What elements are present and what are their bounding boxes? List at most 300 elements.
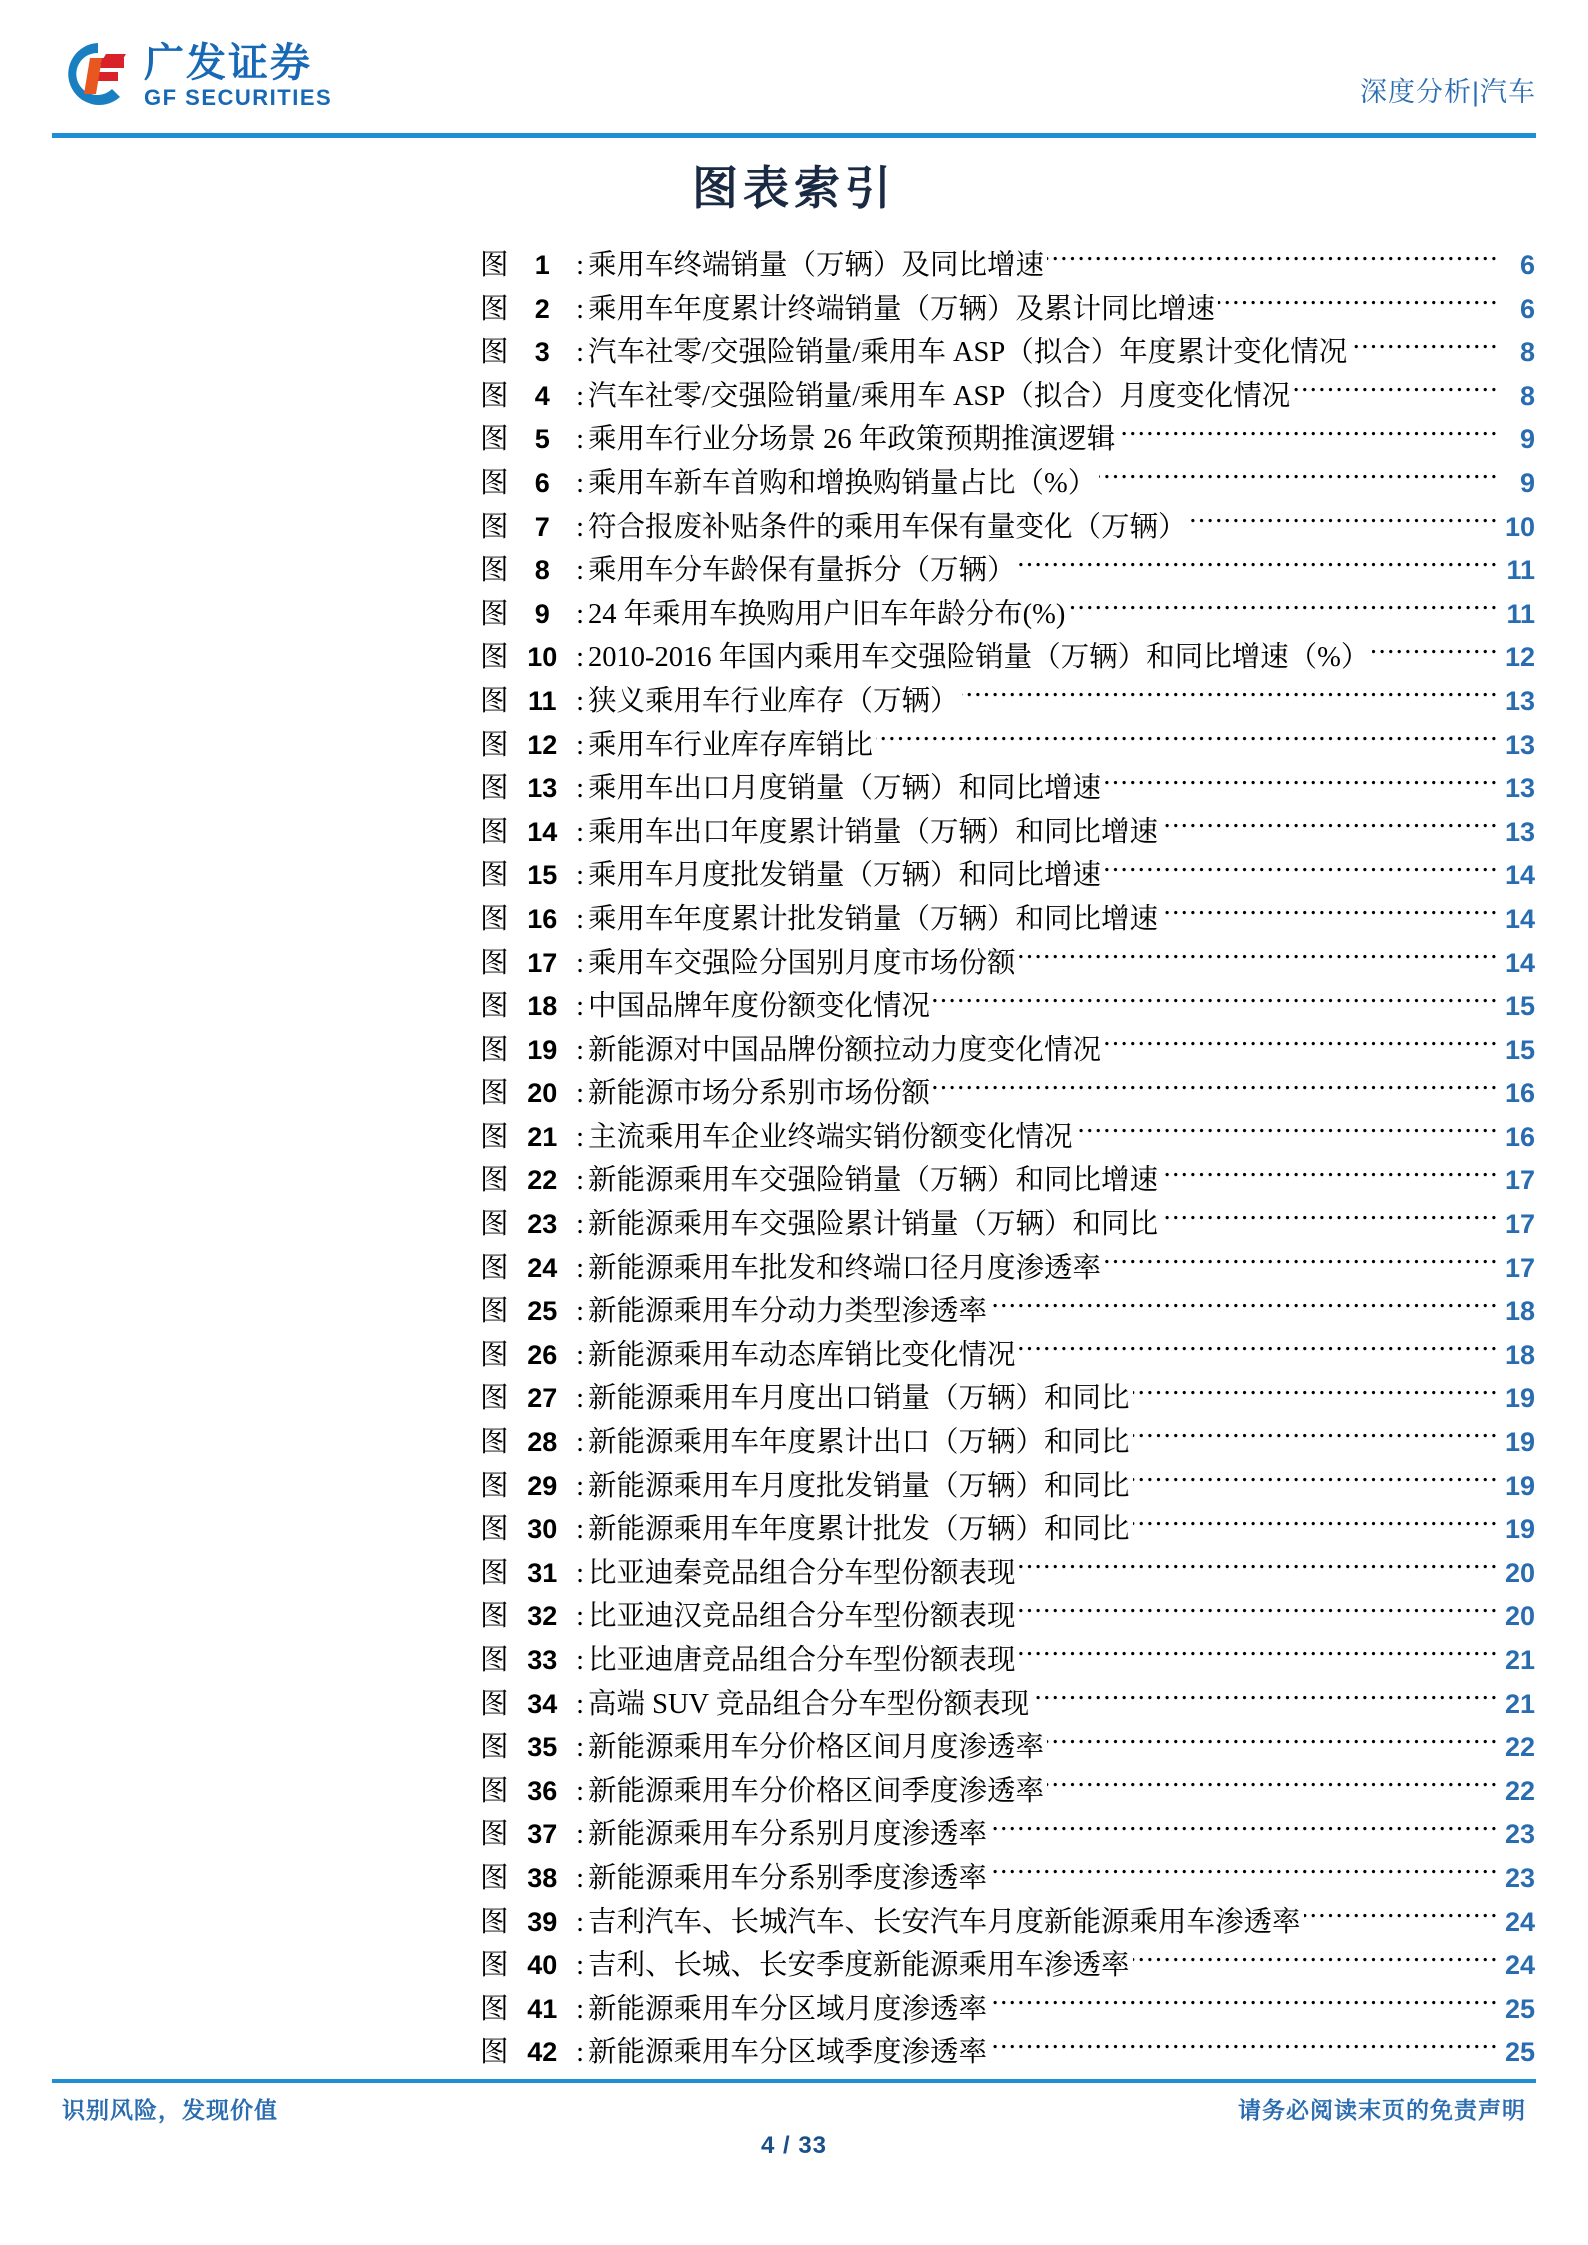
toc-entry-figure-label xyxy=(480,1159,584,1203)
toc-entry[interactable] xyxy=(480,1465,1535,1509)
toc-figure-word: 图 xyxy=(480,1732,509,1764)
toc-entry-figure-label xyxy=(480,549,584,593)
toc-dot-leader xyxy=(1161,1205,1499,1234)
toc-dot-leader xyxy=(990,1858,1499,1887)
toc-entry-figure-label xyxy=(480,1029,584,1073)
toc-figure-colon: : xyxy=(576,1339,584,1371)
toc-entry-page-number[interactable]: 14 xyxy=(1504,860,1535,891)
toc-figure-word: 图 xyxy=(480,1950,509,1982)
toc-entry-title: 乘用车出口月度销量（万辆）和同比增速 xyxy=(588,773,1102,805)
toc-entry-figure-label xyxy=(480,1944,584,1988)
toc-entry-title: 新能源市场分系别市场份额 xyxy=(588,1078,931,1110)
toc-entry[interactable] xyxy=(480,1290,1535,1334)
toc-figure-colon: : xyxy=(576,1557,584,1589)
toc-figure-word: 图 xyxy=(480,1601,509,1633)
toc-dot-leader xyxy=(1019,1335,1499,1364)
toc-entry-page-number[interactable]: 9 xyxy=(1519,424,1535,455)
toc-entry[interactable] xyxy=(480,549,1535,593)
toc-entry-page-number[interactable]: 17 xyxy=(1504,1209,1535,1240)
toc-dot-leader xyxy=(1293,376,1499,405)
toc-figure-word: 图 xyxy=(480,250,509,281)
toc-figure-number: 11 xyxy=(528,685,557,716)
toc-figure-colon: : xyxy=(576,424,584,456)
toc-dot-leader xyxy=(1047,1728,1499,1757)
toc-figure-word: 图 xyxy=(480,1252,509,1284)
toc-entry[interactable] xyxy=(480,288,1535,332)
toc-dot-leader xyxy=(1104,1030,1499,1059)
toc-figure-number: 33 xyxy=(527,1645,558,1675)
header-divider xyxy=(52,133,1536,138)
toc-entry-figure-label xyxy=(480,462,584,506)
toc-figure-word: 图 xyxy=(480,1209,509,1241)
toc-entry-page-number[interactable]: 19 xyxy=(1504,1514,1535,1545)
toc-figure-colon: : xyxy=(576,1252,584,1284)
toc-dot-leader xyxy=(990,1292,1499,1321)
toc-entry-title: 乘用车行业分场景 26 年政策预期推演逻辑 xyxy=(588,424,1116,456)
toc-entry-title: 中国品牌年度份额变化情况 xyxy=(588,991,931,1023)
toc-entry-figure-label xyxy=(480,1377,584,1421)
footer-divider xyxy=(52,2079,1536,2083)
toc-figure-number: 41 xyxy=(527,1993,558,2024)
toc-entry-page-number[interactable]: 20 xyxy=(1504,1557,1535,1588)
toc-entry-page-number[interactable]: 22 xyxy=(1504,1775,1535,1806)
toc-entry-page-number[interactable]: 18 xyxy=(1504,1339,1535,1370)
toc-entry-page-number[interactable]: 25 xyxy=(1504,1993,1535,2024)
toc-entry[interactable] xyxy=(480,811,1535,855)
toc-entry-figure-label xyxy=(480,942,584,986)
toc-entry-page-number[interactable]: 24 xyxy=(1504,1950,1535,1981)
toc-figure-colon: : xyxy=(576,337,584,369)
toc-entry-figure-label xyxy=(480,1726,584,1770)
toc-figure-word: 图 xyxy=(480,1427,509,1459)
toc-figure-number: 37 xyxy=(527,1819,558,1850)
toc-entry-page-number[interactable]: 25 xyxy=(1504,2037,1535,2068)
toc-dot-leader xyxy=(1104,769,1499,798)
toc-figure-number: 24 xyxy=(527,1252,558,1283)
toc-figure-word: 图 xyxy=(480,729,509,761)
toc-dot-leader xyxy=(1218,289,1499,318)
toc-entry-figure-label xyxy=(480,2031,584,2075)
toc-entry-title: 比亚迪汉竞品组合分车型份额表现 xyxy=(588,1601,1016,1633)
toc-entry-title: 汽车社零/交强险销量/乘用车 ASP（拟合）年度累计变化情况 xyxy=(588,337,1348,369)
toc-entry-figure-label xyxy=(480,1290,584,1334)
toc-figure-number: 28 xyxy=(527,1427,558,1458)
toc-entry-title: 乘用车年度累计批发销量（万辆）和同比增速 xyxy=(588,903,1159,935)
toc-figure-colon: : xyxy=(576,1732,584,1764)
toc-figure-word: 图 xyxy=(480,1121,509,1153)
toc-entry-figure-label xyxy=(480,898,584,942)
toc-entry-figure-label xyxy=(480,1595,584,1639)
toc-entry-page-number[interactable]: 10 xyxy=(1504,511,1535,542)
toc-entry[interactable] xyxy=(480,636,1535,680)
toc-entry-title: 新能源乘用车分价格区间月度渗透率 xyxy=(588,1732,1045,1764)
toc-figure-colon: : xyxy=(576,1470,584,1502)
toc-figure-word: 图 xyxy=(480,424,509,456)
toc-entry-page-number[interactable]: 14 xyxy=(1504,947,1535,978)
toc-entry-figure-label xyxy=(480,1552,584,1596)
toc-entry-title: 乘用车分车龄保有量拆分（万辆） xyxy=(588,555,1016,587)
toc-dot-leader xyxy=(1068,594,1499,623)
figure-index-list xyxy=(480,244,1535,2075)
toc-entry-title: 新能源乘用车分价格区间季度渗透率 xyxy=(588,1775,1045,1807)
toc-dot-leader xyxy=(1133,1510,1499,1539)
toc-entry-figure-label xyxy=(480,985,584,1029)
toc-entry-title: 主流乘用车企业终端实销份额变化情况 xyxy=(588,1121,1073,1153)
toc-figure-word: 图 xyxy=(480,1514,509,1546)
footer-slogan: 识别风险，发现价值 xyxy=(62,2097,278,2123)
toc-figure-colon: : xyxy=(576,293,584,325)
toc-entry-title: 比亚迪秦竞品组合分车型份额表现 xyxy=(588,1557,1016,1589)
toc-entry-figure-label xyxy=(480,418,584,462)
toc-entry[interactable] xyxy=(480,854,1535,898)
toc-entry-page-number[interactable]: 13 xyxy=(1504,773,1535,804)
toc-figure-colon: : xyxy=(576,380,584,412)
toc-entry[interactable] xyxy=(480,680,1535,724)
toc-entry-figure-label xyxy=(480,1639,584,1683)
brand-name-en: GF SECURITIES xyxy=(144,85,333,110)
toc-entry-title: 新能源乘用车月度出口销量（万辆）和同比 xyxy=(588,1383,1130,1415)
toc-entry-page-number[interactable]: 15 xyxy=(1504,991,1535,1022)
toc-entry-figure-label xyxy=(480,636,584,680)
toc-dot-leader xyxy=(1118,420,1499,449)
toc-figure-colon: : xyxy=(576,1165,584,1197)
toc-figure-word: 图 xyxy=(480,467,509,499)
toc-dot-leader xyxy=(990,2033,1499,2062)
toc-entry-page-number[interactable]: 24 xyxy=(1504,1906,1535,1937)
toc-entry[interactable] xyxy=(480,1944,1535,1988)
toc-entry-title: 新能源乘用车动态库销比变化情况 xyxy=(588,1339,1016,1371)
toc-entry-page-number[interactable]: 20 xyxy=(1504,1601,1535,1632)
toc-dot-leader xyxy=(1099,463,1499,492)
toc-figure-number: 17 xyxy=(527,947,558,978)
toc-dot-leader xyxy=(1190,507,1499,536)
toc-dot-leader xyxy=(1047,246,1499,275)
toc-entry-figure-label xyxy=(480,1465,584,1509)
toc-entry-figure-label xyxy=(480,506,584,550)
toc-figure-number: 3 xyxy=(534,337,550,368)
toc-figure-number: 32 xyxy=(527,1601,558,1632)
toc-figure-word: 图 xyxy=(480,1775,509,1807)
toc-entry[interactable] xyxy=(480,462,1535,506)
toc-entry-title: 狭义乘用车行业库存（万辆） xyxy=(588,685,959,717)
toc-figure-colon: : xyxy=(576,1514,584,1546)
toc-entry-page-number[interactable]: 17 xyxy=(1504,1252,1535,1283)
toc-entry[interactable] xyxy=(480,1508,1535,1552)
toc-figure-number: 20 xyxy=(527,1078,558,1109)
toc-entry-page-number[interactable]: 6 xyxy=(1519,293,1535,324)
toc-entry[interactable] xyxy=(480,1377,1535,1421)
toc-figure-word: 图 xyxy=(480,1383,509,1415)
toc-entry-figure-label xyxy=(480,1072,584,1116)
toc-entry-page-number[interactable]: 11 xyxy=(1506,598,1535,629)
toc-figure-colon: : xyxy=(576,1775,584,1807)
toc-entry[interactable] xyxy=(480,1770,1535,1814)
toc-figure-colon: : xyxy=(576,598,584,630)
toc-entry-title: 新能源乘用车分动力类型渗透率 xyxy=(588,1296,988,1328)
toc-entry-title: 新能源乘用车分系别季度渗透率 xyxy=(588,1862,988,1894)
toc-figure-colon: : xyxy=(576,947,584,979)
toc-entry[interactable] xyxy=(480,1116,1535,1160)
toc-figure-number: 25 xyxy=(527,1296,558,1327)
toc-dot-leader xyxy=(1350,333,1499,362)
toc-entry-page-number[interactable]: 18 xyxy=(1504,1296,1535,1327)
toc-figure-colon: : xyxy=(576,685,584,717)
toc-entry[interactable] xyxy=(480,1072,1535,1116)
toc-entry-page-number[interactable]: 19 xyxy=(1504,1427,1535,1458)
toc-entry[interactable] xyxy=(480,331,1535,375)
toc-dot-leader xyxy=(1372,638,1499,667)
toc-entry-title: 乘用车月度批发销量（万辆）和同比增速 xyxy=(588,860,1102,892)
toc-figure-word: 图 xyxy=(480,1645,509,1676)
toc-entry-page-number[interactable]: 6 xyxy=(1519,250,1535,280)
toc-dot-leader xyxy=(933,1074,1499,1103)
toc-figure-number: 1 xyxy=(534,250,550,280)
toc-entry-page-number[interactable]: 16 xyxy=(1504,1078,1535,1109)
toc-entry[interactable] xyxy=(480,506,1535,550)
toc-entry-page-number[interactable]: 19 xyxy=(1504,1470,1535,1501)
toc-figure-number: 29 xyxy=(527,1470,558,1501)
toc-entry-page-number[interactable]: 21 xyxy=(1504,1688,1535,1719)
toc-figure-number: 39 xyxy=(527,1906,558,1937)
toc-entry-title: 乘用车交强险分国别月度市场份额 xyxy=(588,947,1016,979)
toc-figure-word: 图 xyxy=(480,1993,509,2025)
toc-dot-leader xyxy=(1304,1902,1499,1931)
toc-figure-colon: : xyxy=(576,773,584,805)
toc-entry[interactable] xyxy=(480,418,1535,462)
toc-figure-colon: : xyxy=(576,1296,584,1328)
toc-figure-word: 图 xyxy=(480,598,509,630)
toc-figure-colon: : xyxy=(576,250,584,281)
toc-entry-page-number[interactable]: 13 xyxy=(1504,816,1535,847)
toc-entry-page-number[interactable]: 23 xyxy=(1504,1862,1535,1893)
toc-figure-number: 31 xyxy=(527,1557,558,1588)
toc-entry[interactable] xyxy=(480,375,1535,419)
toc-entry-page-number[interactable]: 16 xyxy=(1504,1121,1535,1152)
toc-entry-title: 24 年乘用车换购用户旧车年龄分布(%) xyxy=(588,598,1066,630)
gf-circle-logo-icon xyxy=(62,38,134,110)
toc-figure-colon: : xyxy=(576,1906,584,1938)
toc-figure-word: 图 xyxy=(480,380,509,412)
toc-entry-title: 新能源乘用车年度累计出口（万辆）和同比 xyxy=(588,1427,1130,1459)
toc-entry-figure-label xyxy=(480,1334,584,1378)
toc-figure-word: 图 xyxy=(480,991,509,1023)
toc-figure-number: 4 xyxy=(534,380,550,411)
toc-entry[interactable] xyxy=(480,942,1535,986)
toc-entry[interactable] xyxy=(480,1683,1535,1727)
toc-entry[interactable] xyxy=(480,724,1535,768)
page-header xyxy=(62,28,1536,118)
toc-figure-number: 7 xyxy=(534,511,550,542)
toc-entry-title: 乘用车行业库存库销比 xyxy=(588,729,874,761)
toc-entry[interactable] xyxy=(480,767,1535,811)
toc-figure-word: 图 xyxy=(480,773,509,805)
toc-entry-page-number[interactable]: 15 xyxy=(1504,1034,1535,1065)
toc-entry[interactable] xyxy=(480,593,1535,637)
toc-entry-page-number[interactable]: 19 xyxy=(1504,1383,1535,1414)
toc-figure-word: 图 xyxy=(480,1034,509,1066)
toc-entry-page-number[interactable]: 8 xyxy=(1519,337,1535,368)
page-number: 4 / 33 xyxy=(760,2132,828,2159)
toc-entry-figure-label xyxy=(480,288,584,332)
toc-entry[interactable] xyxy=(480,1029,1535,1073)
toc-figure-colon: : xyxy=(576,1383,584,1415)
toc-figure-colon: : xyxy=(576,1862,584,1894)
toc-figure-number: 9 xyxy=(534,598,550,629)
toc-figure-number: 6 xyxy=(534,467,550,498)
toc-figure-colon: : xyxy=(576,729,584,761)
page-title: 图表索引 xyxy=(692,163,896,214)
toc-figure-colon: : xyxy=(576,1078,584,1110)
toc-entry[interactable] xyxy=(480,1421,1535,1465)
toc-figure-colon: : xyxy=(576,555,584,587)
toc-entry[interactable] xyxy=(480,1639,1535,1683)
toc-figure-colon: : xyxy=(576,2037,584,2069)
toc-entry[interactable] xyxy=(480,1159,1535,1203)
toc-entry-title: 新能源乘用车交强险销量（万辆）和同比增速 xyxy=(588,1165,1159,1197)
toc-dot-leader xyxy=(1161,812,1499,841)
toc-figure-word: 图 xyxy=(480,1470,509,1502)
toc-entry[interactable] xyxy=(480,1595,1535,1639)
toc-entry-title: 吉利、长城、长安季度新能源乘用车渗透率 xyxy=(588,1950,1130,1982)
toc-entry-title: 新能源乘用车月度批发销量（万辆）和同比 xyxy=(588,1470,1130,1502)
toc-entry-page-number[interactable]: 8 xyxy=(1519,380,1535,411)
toc-entry-figure-label xyxy=(480,244,584,288)
toc-entry-figure-label xyxy=(480,854,584,898)
toc-figure-word: 图 xyxy=(480,2037,509,2069)
toc-entry-page-number[interactable]: 17 xyxy=(1504,1165,1535,1196)
toc-entry-title: 乘用车出口年度累计销量（万辆）和同比增速 xyxy=(588,816,1159,848)
toc-dot-leader xyxy=(1133,1423,1499,1452)
toc-entry-page-number[interactable]: 22 xyxy=(1504,1732,1535,1763)
toc-figure-word: 图 xyxy=(480,1906,509,1938)
toc-figure-colon: : xyxy=(576,1034,584,1066)
toc-entry-figure-label xyxy=(480,767,584,811)
toc-entry-title: 汽车社零/交强险销量/乘用车 ASP（拟合）月度变化情况 xyxy=(588,380,1291,412)
toc-entry-page-number[interactable]: 14 xyxy=(1504,903,1535,934)
toc-entry-title: 乘用车终端销量（万辆）及同比增速 xyxy=(588,250,1045,281)
toc-entry-figure-label xyxy=(480,1116,584,1160)
toc-figure-number: 21 xyxy=(527,1121,558,1152)
toc-entry-figure-label xyxy=(480,1857,584,1901)
toc-figure-number: 18 xyxy=(527,991,558,1022)
toc-dot-leader xyxy=(1019,1553,1499,1582)
toc-dot-leader xyxy=(1161,899,1499,928)
toc-entry[interactable] xyxy=(480,1726,1535,1770)
toc-dot-leader xyxy=(990,1815,1499,1844)
toc-figure-word: 图 xyxy=(480,293,509,325)
toc-entry[interactable] xyxy=(480,1857,1535,1901)
toc-entry[interactable] xyxy=(480,2031,1535,2075)
toc-entry-title: 吉利汽车、长城汽车、长安汽车月度新能源乘用车渗透率 xyxy=(588,1906,1301,1938)
toc-entry[interactable] xyxy=(480,1813,1535,1857)
toc-entry-figure-label xyxy=(480,811,584,855)
toc-entry-page-number[interactable]: 12 xyxy=(1504,642,1535,673)
toc-entry[interactable] xyxy=(480,1203,1535,1247)
toc-figure-number: 19 xyxy=(527,1034,558,1065)
toc-figure-colon: : xyxy=(576,1601,584,1633)
toc-entry-title: 新能源乘用车分系别月度渗透率 xyxy=(588,1819,988,1851)
toc-figure-number: 35 xyxy=(527,1732,558,1763)
toc-dot-leader xyxy=(1104,1248,1499,1277)
header-category-label: 深度分析|汽车 xyxy=(1359,77,1536,107)
toc-figure-number: 5 xyxy=(534,424,550,455)
toc-figure-word: 图 xyxy=(480,860,509,892)
toc-entry[interactable] xyxy=(480,898,1535,942)
toc-entry-figure-label xyxy=(480,1683,584,1727)
toc-figure-word: 图 xyxy=(480,511,509,543)
toc-entry-figure-label xyxy=(480,1203,584,1247)
toc-entry-figure-label xyxy=(480,375,584,419)
toc-entry-title: 2010-2016 年国内乘用车交强险销量（万辆）和同比增速（%） xyxy=(588,642,1370,674)
toc-figure-number: 2 xyxy=(534,293,550,324)
toc-entry-figure-label xyxy=(480,724,584,768)
toc-figure-number: 30 xyxy=(527,1514,558,1545)
toc-figure-colon: : xyxy=(576,1645,584,1676)
toc-entry-figure-label xyxy=(480,593,584,637)
toc-figure-colon: : xyxy=(576,1427,584,1459)
toc-figure-number: 13 xyxy=(527,773,558,804)
brand-logo xyxy=(62,38,332,110)
toc-figure-number: 15 xyxy=(527,860,558,891)
toc-entry[interactable] xyxy=(480,1901,1535,1945)
toc-entry-figure-label xyxy=(480,1247,584,1291)
toc-entry[interactable] xyxy=(480,1247,1535,1291)
toc-entry-title: 新能源乘用车分区域月度渗透率 xyxy=(588,1993,988,2025)
toc-entry[interactable] xyxy=(480,244,1535,288)
toc-entry-figure-label xyxy=(480,1813,584,1857)
toc-figure-colon: : xyxy=(576,816,584,848)
toc-dot-leader xyxy=(933,987,1499,1016)
toc-entry-title: 新能源乘用车年度累计批发（万辆）和同比 xyxy=(588,1514,1130,1546)
toc-figure-number: 22 xyxy=(527,1165,558,1196)
toc-entry-page-number[interactable]: 21 xyxy=(1504,1645,1535,1675)
toc-entry[interactable] xyxy=(480,985,1535,1029)
toc-figure-colon: : xyxy=(576,1819,584,1851)
toc-figure-number: 38 xyxy=(527,1862,558,1893)
toc-entry-figure-label xyxy=(480,1988,584,2032)
toc-figure-colon: : xyxy=(576,1993,584,2025)
toc-figure-number: 26 xyxy=(527,1339,558,1370)
toc-dot-leader xyxy=(1161,1161,1499,1190)
toc-entry-figure-label xyxy=(480,680,584,724)
toc-dot-leader xyxy=(1133,1466,1499,1495)
toc-entry-page-number[interactable]: 11 xyxy=(1506,555,1535,586)
toc-entry-title: 新能源对中国品牌份额拉动力度变化情况 xyxy=(588,1034,1102,1066)
toc-entry-title: 高端 SUV 竞品组合分车型份额表现 xyxy=(588,1688,1030,1720)
toc-entry-page-number[interactable]: 9 xyxy=(1519,467,1535,498)
toc-figure-number: 23 xyxy=(527,1209,558,1240)
toc-dot-leader xyxy=(1019,1641,1499,1670)
toc-entry-page-number[interactable]: 23 xyxy=(1504,1819,1535,1850)
toc-entry-page-number[interactable]: 13 xyxy=(1504,685,1535,716)
toc-dot-leader xyxy=(962,681,1499,710)
toc-figure-word: 图 xyxy=(480,1339,509,1371)
toc-figure-word: 图 xyxy=(480,816,509,848)
toc-entry-title: 新能源乘用车批发和终端口径月度渗透率 xyxy=(588,1252,1102,1284)
toc-figure-number: 42 xyxy=(527,2037,558,2068)
toc-entry-figure-label xyxy=(480,331,584,375)
toc-figure-word: 图 xyxy=(480,1078,509,1110)
toc-dot-leader xyxy=(1104,856,1499,885)
toc-figure-number: 14 xyxy=(527,816,558,847)
toc-entry[interactable] xyxy=(480,1552,1535,1596)
toc-entry[interactable] xyxy=(480,1334,1535,1378)
toc-entry-page-number[interactable]: 13 xyxy=(1504,729,1535,760)
toc-figure-number: 12 xyxy=(527,729,558,760)
toc-figure-colon: : xyxy=(576,860,584,892)
toc-entry[interactable] xyxy=(480,1988,1535,2032)
toc-figure-word: 图 xyxy=(480,555,509,587)
